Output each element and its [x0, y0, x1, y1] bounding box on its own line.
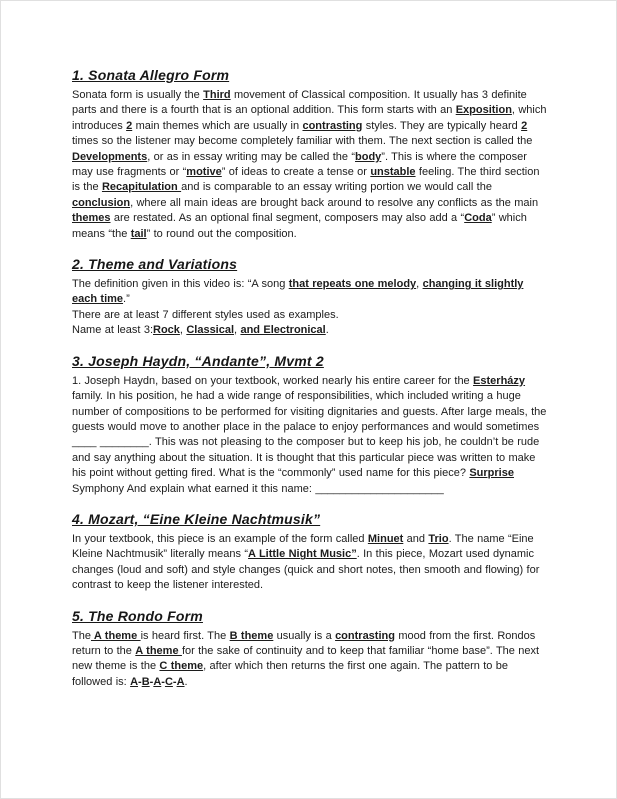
text-run: Trio — [428, 532, 449, 545]
text-run: C theme — [159, 660, 204, 673]
text-run: Classical — [186, 324, 235, 337]
text-run: and — [403, 532, 429, 545]
text-run: A Little Night Music” — [248, 548, 357, 561]
text-run: contrasting — [302, 119, 363, 132]
text-run: themes — [72, 212, 111, 225]
text-run: conclusion — [72, 196, 131, 209]
section-heading: 3. Joseph Haydn, “Andante”, Mvmt 2 — [72, 352, 324, 369]
text-run: Third — [203, 89, 231, 101]
section-heading: 5. The Rondo Form — [72, 607, 203, 624]
text-run: feeling. The third section is the — [72, 166, 540, 194]
text-run: times so the listener may become completely familiar with them. The next section is called the — [72, 135, 533, 148]
text-run: 2 — [126, 119, 133, 132]
text-run: Exposition — [455, 104, 512, 117]
text-run: and is comparable to an essay writing portion we would call the — [181, 181, 492, 194]
section-heading: 2. Theme and Variations — [72, 256, 238, 273]
text-run: A — [176, 675, 185, 688]
text-run: . In this piece, Mozart used dynamic changes (loud and soft) and style changes (quick and short notes, then smooth and flowing) for contrast to keep the listener interested. — [72, 548, 540, 592]
text-run: A theme — [90, 629, 141, 642]
text-run: is heard first. The — [140, 629, 230, 642]
text-run: movement of Classical composition. It usually has 3 definite parts and there is a fourth that is an optional addition. This form starts with an — [72, 89, 527, 117]
text-run: Symphony And explain what earned it this name: _____________________ — [72, 482, 444, 495]
document-section — [72, 511, 550, 594]
text-run: - — [172, 675, 177, 688]
text-run: contrasting — [335, 629, 395, 642]
text-run: Name at least 3: — [72, 324, 153, 337]
text-run: C — [164, 675, 173, 688]
text-run: . The name “Eine Kleine Nachtmusik” literally means “ — [72, 532, 534, 561]
text-run: mood from the first. Rondos return to the — [72, 629, 536, 657]
text-run: Rock — [153, 324, 180, 337]
text-run: ”. This is where the composer may use fragments or “ — [72, 150, 527, 179]
text-run: , after which then returns the first one again. The pattern to be followed is: — [72, 660, 508, 688]
document-section — [72, 67, 550, 242]
paragraph — [72, 277, 550, 308]
text-run: A — [130, 675, 139, 688]
text-run: usually is a — [273, 629, 336, 642]
text-run: Coda — [464, 212, 492, 225]
text-run: Sonata form is usually the — [72, 89, 204, 101]
text-run: motive — [186, 166, 222, 179]
text-run: - — [138, 675, 142, 688]
text-run: main themes which are usually in — [132, 119, 303, 132]
text-run: Recapitulation — [101, 181, 182, 194]
paragraph — [72, 88, 550, 242]
text-run: Surprise — [469, 467, 514, 480]
text-run: Esterházy — [473, 374, 526, 387]
paragraph — [72, 323, 550, 338]
text-run: - — [149, 675, 154, 688]
text-run: B — [141, 675, 150, 688]
paragraph — [72, 629, 550, 691]
text-run: A theme — [135, 644, 182, 657]
text-run: changing it slightly each time — [72, 278, 524, 306]
text-run: body — [355, 150, 382, 163]
document-section — [72, 256, 550, 339]
text-run: Minuet — [367, 532, 404, 545]
text-run: A — [153, 675, 162, 688]
text-run: ” of ideas to create a tense or — [221, 166, 371, 179]
text-run: ” which means “the — [72, 212, 527, 240]
text-run: for the sake of continuity and to keep that familiar “home base”. The next new theme is the — [72, 644, 540, 673]
paragraph — [72, 374, 550, 497]
paragraph — [72, 532, 550, 594]
text-run: . — [184, 675, 188, 688]
text-run: In your textbook, this piece is an example of the form called — [72, 532, 368, 545]
text-run: , which introduces — [72, 104, 547, 132]
text-run: , where all main ideas are brought back around to resolve any conflicts as the main — [130, 196, 539, 209]
text-run: ” to round out the composition. — [146, 227, 297, 240]
document-section — [72, 353, 550, 497]
text-run: tail — [130, 227, 147, 240]
text-run: .” — [123, 293, 130, 306]
text-run: , — [179, 324, 187, 337]
text-run: The definition given in this video is: “A song — [72, 278, 289, 291]
text-run: . — [325, 324, 329, 337]
section-heading: 4. Mozart, “Eine Kleine Nachtmusik” — [72, 510, 321, 527]
text-run: 1. Joseph Haydn, based on your textbook, worked nearly his entire career for the — [72, 374, 474, 387]
text-run: B theme — [229, 629, 274, 642]
text-run: and Electronical — [240, 324, 326, 337]
text-run: 2 — [521, 119, 528, 132]
section-heading: 1. Sonata Allegro Form — [72, 67, 230, 83]
text-run: , — [416, 278, 423, 291]
text-run: , or as in essay writing may be called the “ — [147, 150, 356, 163]
text-run: are restated. As an optional final segment, composers may also add a “ — [110, 212, 465, 225]
document-sections — [72, 67, 550, 690]
text-run: , — [234, 324, 241, 337]
text-run: that repeats one melody — [288, 278, 417, 291]
text-run: styles. They are typically heard — [362, 119, 522, 132]
text-run: The — [72, 629, 91, 642]
text-run: family. In his position, he had a wide range of responsibilities, which included writing a huge number of compositions to be performed for visiting dignitaries and guests. After large meals, the guests would move to another place in the palace to enjoy performances and would sometimes ____ ________. This was not pleasing to the composer but to keep his job, he couldn’t be rude and say anything about the situation. It is thought that this particular piece was written to make his point without getting fired. What is the “commonly” used name for this piece? — [72, 390, 547, 480]
text-run: There are at least 7 different styles used as examples. — [72, 308, 339, 321]
text-run: unstable — [370, 166, 416, 179]
paragraph — [72, 308, 550, 323]
text-run: Developments — [72, 150, 148, 163]
document-section — [72, 608, 550, 691]
text-run: - — [161, 675, 165, 688]
